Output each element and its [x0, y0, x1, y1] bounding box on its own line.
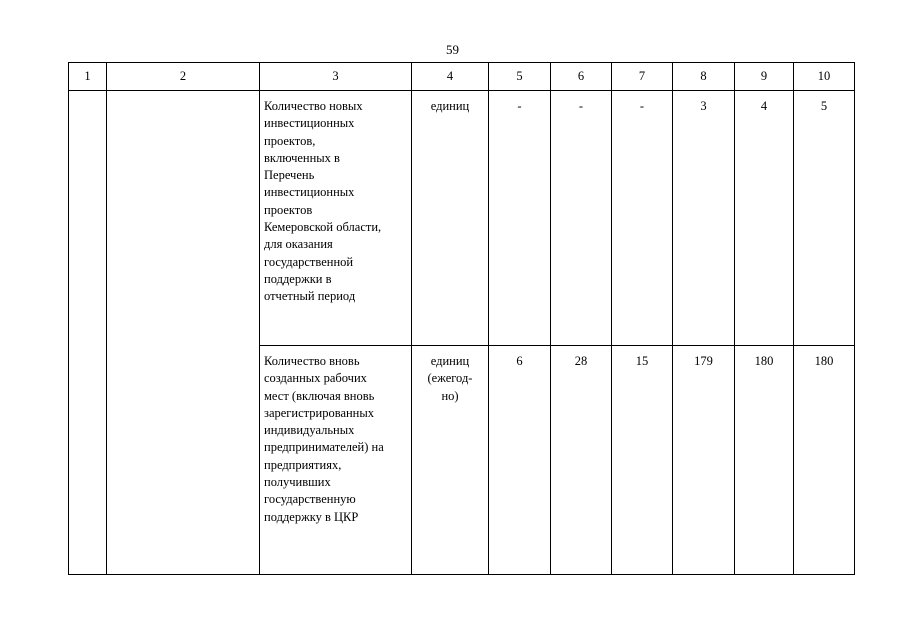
column-header: 5 — [489, 63, 551, 91]
value-cell: 180 — [814, 354, 834, 368]
value-cell: - — [578, 99, 584, 113]
column-header: 9 — [735, 63, 794, 91]
column-header: 4 — [412, 63, 489, 91]
indicator-name: Количество вновь созданных рабочих мест (включая вновь зарегистрированных индивидуальных предпринимателей) на предприятиях, получивших государственную поддержку в ЦКР — [264, 354, 384, 524]
indicator-name: Количество новых инвестиционных проектов, включенных в Перечень инвестиционных проектов Кемеровской области, для оказания государственной поддержки в отчетный период — [264, 99, 382, 304]
page-number: 59 — [446, 42, 459, 57]
table-row — [69, 91, 855, 346]
column-header: 6 — [551, 63, 612, 91]
indicator-table — [68, 62, 855, 575]
value-cell: 15 — [635, 354, 649, 368]
column-header: 10 — [794, 63, 855, 91]
value-cell: 4 — [760, 99, 768, 113]
col2-cell — [107, 91, 260, 575]
column-header: 8 — [673, 63, 735, 91]
column-header: 2 — [107, 63, 260, 91]
value-cell: 28 — [574, 354, 588, 368]
value-cell: 5 — [820, 99, 828, 113]
column-header: 1 — [69, 63, 107, 91]
column-header: 3 — [260, 63, 412, 91]
unit-cell: единиц (ежегод- но) — [427, 354, 473, 403]
value-cell: 6 — [516, 354, 523, 368]
value-cell: 179 — [694, 354, 713, 368]
col1-cell — [69, 91, 107, 575]
header-row — [69, 63, 855, 91]
column-header: 7 — [612, 63, 673, 91]
value-cell: - — [639, 99, 645, 113]
value-cell: 180 — [754, 354, 774, 368]
unit-cell: единиц — [430, 99, 470, 113]
value-cell: 3 — [700, 99, 707, 113]
value-cell: - — [517, 99, 522, 113]
